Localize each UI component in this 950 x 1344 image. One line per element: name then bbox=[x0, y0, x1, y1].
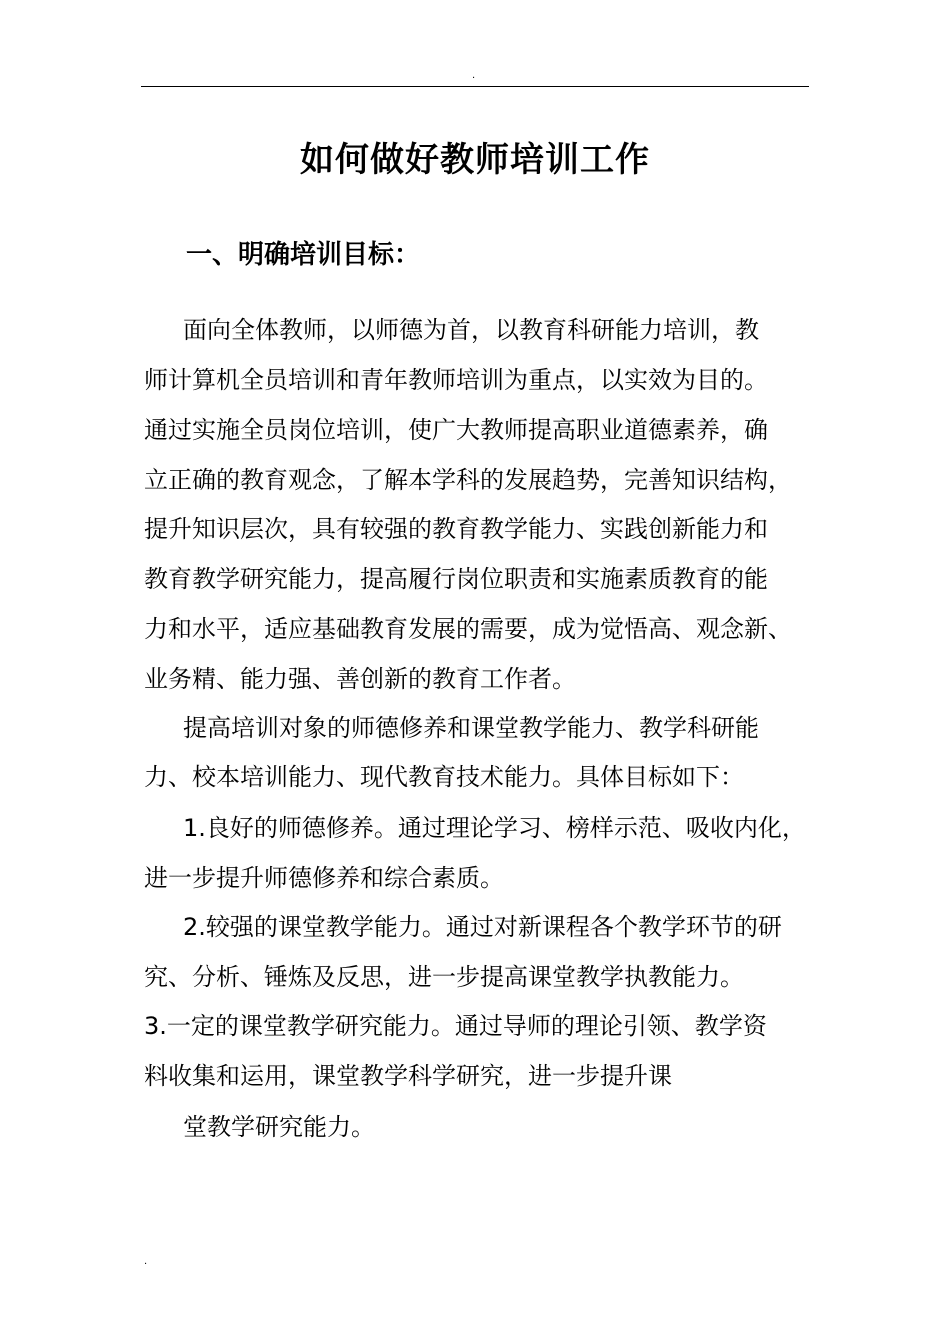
list-item-line: 料收集和运用，课堂教学科学研究，进一步提升课 bbox=[144, 1062, 672, 1090]
paragraph-line: 师计算机全员培训和青年教师培训为重点，以实效为目的。 bbox=[144, 366, 768, 394]
paragraph-line: 业务精、能力强、善创新的教育工作者。 bbox=[144, 665, 576, 693]
paragraph-line: 通过实施全员岗位培训，使广大教师提高职业道德素养，确 bbox=[144, 416, 768, 444]
list-item-line: 究、分析、锤炼及反思，进一步提高课堂教学执教能力。 bbox=[144, 963, 744, 991]
list-item-line: 堂教学研究能力。 bbox=[183, 1113, 375, 1141]
document-title: 如何做好教师培训工作 bbox=[300, 140, 650, 180]
paragraph-line: 提升知识层次，具有较强的教育教学能力、实践创新能力和 bbox=[144, 515, 768, 543]
section-heading: 一、明确培训目标： bbox=[186, 240, 421, 270]
footer-mark: . bbox=[144, 1256, 148, 1267]
list-item-line: 3.一定的课堂教学研究能力。通过导师的理论引领、教学资 bbox=[144, 1012, 767, 1040]
paragraph-line: 力和水平，适应基础教育发展的需要，成为觉悟高、观念新、 bbox=[144, 615, 792, 643]
header-rule bbox=[141, 86, 809, 87]
header-mark: . bbox=[472, 70, 476, 81]
list-item-line: 进一步提升师德修养和综合素质。 bbox=[144, 864, 504, 892]
paragraph-line: 力、校本培训能力、现代教育技术能力。具体目标如下： bbox=[144, 763, 744, 791]
paragraph-line: 立正确的教育观念，了解本学科的发展趋势，完善知识结构， bbox=[144, 466, 792, 494]
paragraph-line: 教育教学研究能力，提高履行岗位职责和实施素质教育的能 bbox=[144, 565, 768, 593]
list-item-line: 2.较强的课堂教学能力。通过对新课程各个教学环节的研 bbox=[183, 913, 782, 941]
paragraph-line: 面向全体教师，以师德为首，以教育科研能力培训，教 bbox=[183, 316, 759, 344]
paragraph-line: 提高培训对象的师德修养和课堂教学能力、教学科研能 bbox=[183, 714, 759, 742]
list-item-line: 1.良好的师德修养。通过理论学习、榜样示范、吸收内化， bbox=[183, 814, 806, 842]
